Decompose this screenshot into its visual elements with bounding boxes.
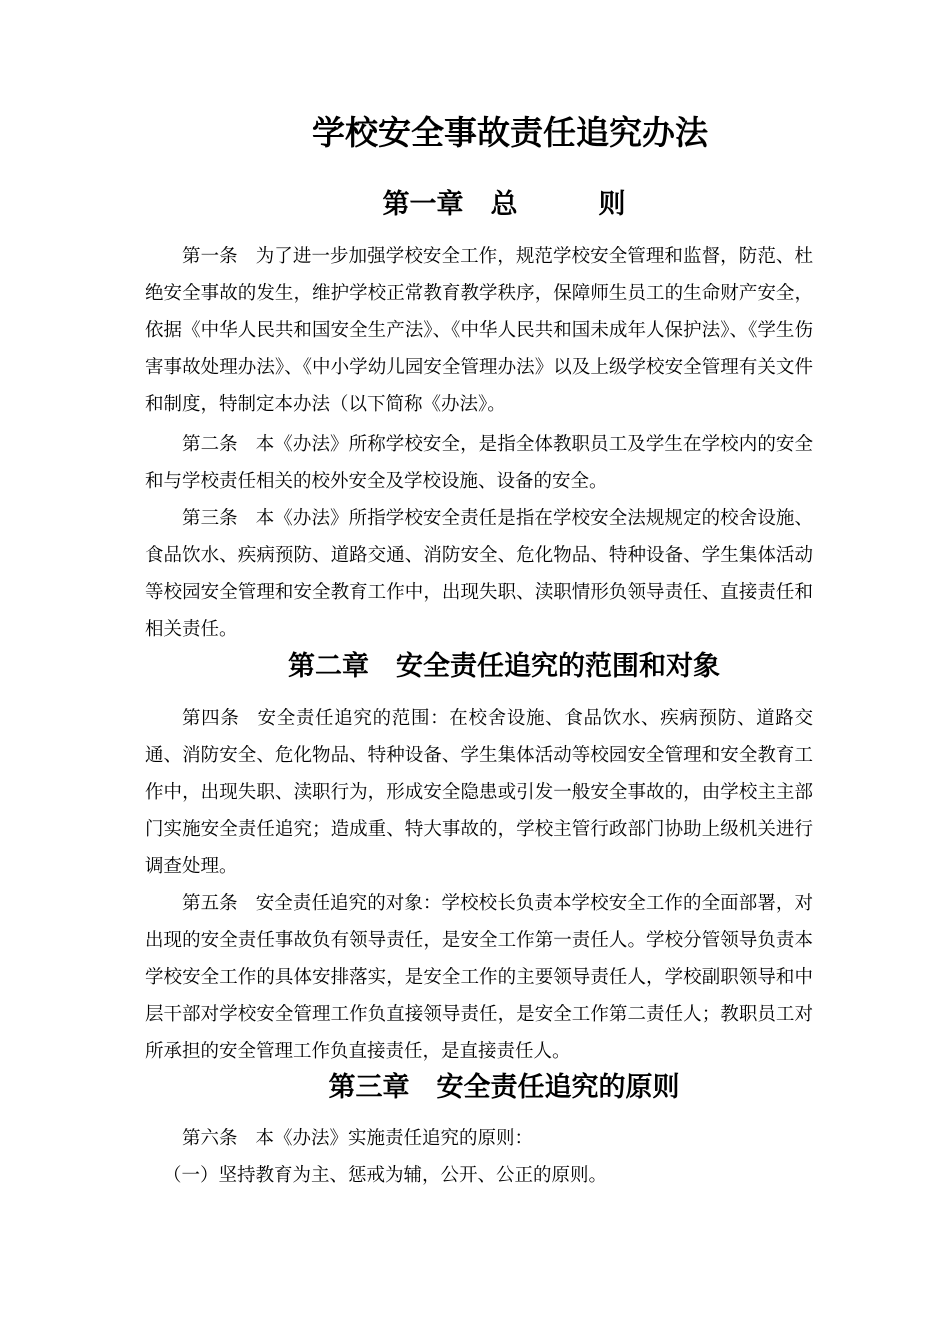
article-text: 安全责任追究的对象：学校校长负责本学校安全工作的全面部署，对出现的安全责任事故负有领导责任，是安全工作第一责任人。学校分管领导负责本学校安全工作的具体安排落实，是安全工作的主要领导责任人，学校副职领导和中层干部对学校安全管理工作负直接领导责任，是安全工作第二责任人；教职员工对所承担的安全管理工作负直接责任，是直接责任人。	[145, 893, 813, 1062]
article-text: 本《办法》所称学校安全，是指全体教职员工及学生在学校内的安全和与学校责任相关的校外安全及学校设施、设备的安全。	[145, 434, 813, 492]
article-text: 本《办法》所指学校安全责任是指在学校安全法规规定的校舍设施、食品饮水、疾病预防、道路交通、消防安全、危化物品、特种设备、学生集体活动等校园安全管理和安全教育工作中，出现失职、渎职情形负领导责任、直接责任和相关责任。	[145, 508, 813, 640]
document-title: 学校安全事故责任追究办法	[312, 113, 708, 152]
article-paragraph	[145, 238, 813, 423]
article-label: 第五条	[182, 893, 238, 914]
article-paragraph	[145, 500, 813, 648]
article-text: 为了进一步加强学校安全工作，规范学校安全管理和监督，防范、杜绝安全事故的发生，维护学校正常教育教学秩序，保障师生员工的生命财产安全，依据《中华人民共和国安全生产法》、《中华人民共和国未成年人保护法》、《学生伤害事故处理办法》、《中小学幼儿园安全管理办法》以及上级学校安全管理有关文件和制度，特制定本办法（以下简称《办法》。	[145, 246, 813, 415]
article-label: 第六条	[182, 1128, 238, 1149]
article-paragraph	[145, 426, 813, 500]
article-text: 本《办法》实施责任追究的原则：	[255, 1128, 534, 1149]
chapter-heading: 第一章 总 则	[382, 189, 626, 220]
chapter-heading: 第三章 安全责任追究的原则	[328, 1072, 680, 1103]
article-label: 第二条	[182, 434, 238, 455]
article-label: 第一条	[182, 246, 238, 267]
article-label: 第四条	[182, 708, 240, 729]
chapter-heading: 第二章 安全责任追究的范围和对象	[288, 651, 720, 682]
article-text: 安全责任追究的范围：在校舍设施、食品饮水、疾病预防、道路交通、消防安全、危化物品、特种设备、学生集体活动等校园安全管理和安全教育工作中，出现失职、渎职行为，形成安全隐患或引发一般安全事故的，由学校主主部门实施安全责任追究；造成重、特大事故的，学校主管行政部门协助上级机关进行调查处理。	[145, 708, 813, 877]
article-paragraph	[145, 700, 813, 885]
article-label: 第三条	[182, 508, 238, 529]
list-item: （一）坚持教育为主、惩戒为辅，公开、公正的原则。	[163, 1165, 608, 1186]
article-paragraph	[145, 1120, 813, 1157]
article-paragraph	[145, 885, 813, 1070]
